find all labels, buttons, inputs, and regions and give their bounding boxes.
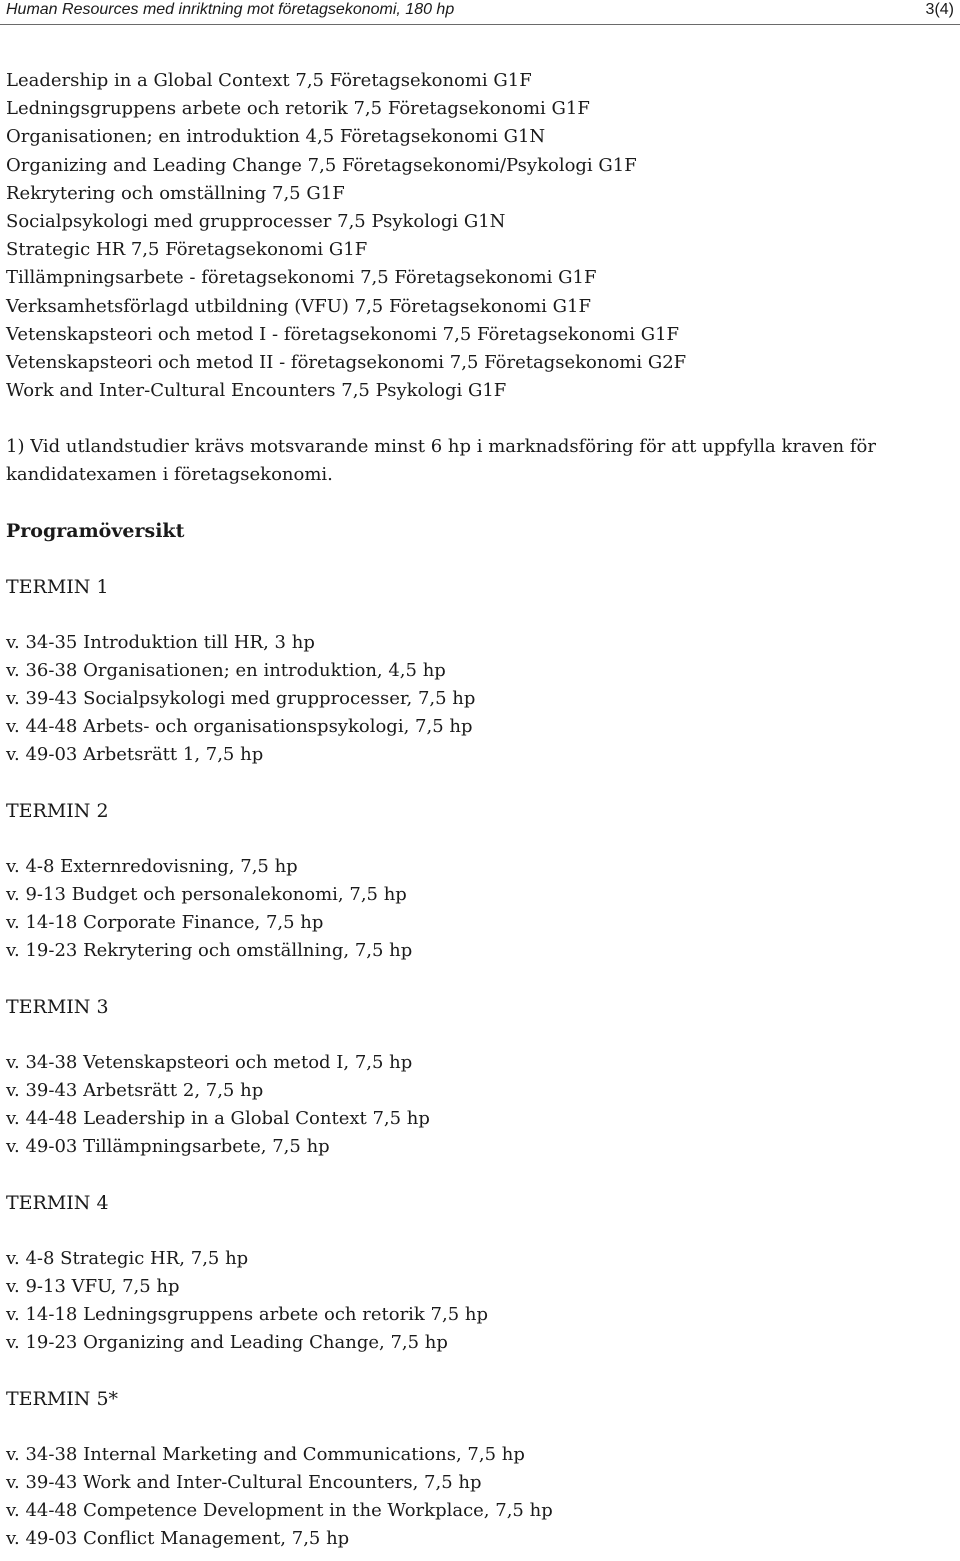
term-item: v. 9-13 VFU, 7,5 hp	[6, 1276, 180, 1298]
term-items	[6, 1245, 951, 1357]
term-heading: TERMIN 3	[6, 996, 109, 1019]
term-item: v. 34-35 Introduktion till HR, 3 hp	[6, 632, 315, 654]
term-items	[6, 629, 951, 769]
term-item: v. 49-03 Tillämpningsarbete, 7,5 hp	[6, 1136, 330, 1158]
course-item: Organizing and Leading Change 7,5 Företagsekonomi/Psykologi G1F	[6, 154, 637, 176]
term-item: v. 4-8 Externredovisning, 7,5 hp	[6, 856, 298, 878]
term-section	[6, 993, 951, 1161]
course-item: Rekrytering och omställning 7,5 G1F	[6, 182, 345, 204]
term-item: v. 44-48 Competence Development in the Workplace, 7,5 hp	[6, 1500, 553, 1522]
term-item: v. 49-03 Arbetsrätt 1, 7,5 hp	[6, 744, 264, 766]
term-item: v. 39-43 Work and Inter-Cultural Encounters, 7,5 hp	[6, 1472, 482, 1494]
term-heading: TERMIN 5*	[6, 1388, 119, 1411]
page-header	[6, 0, 954, 22]
term-section	[6, 573, 951, 769]
overview-title: Programöversikt	[6, 520, 185, 543]
term-item: v. 34-38 Vetenskapsteori och metod I, 7,5 hp	[6, 1052, 413, 1074]
term-item: v. 14-18 Ledningsgruppens arbete och retorik 7,5 hp	[6, 1304, 489, 1326]
term-heading: TERMIN 4	[6, 1192, 109, 1215]
course-item: Tillämpningsarbete - företagsekonomi 7,5 Företagsekonomi G1F	[6, 267, 597, 289]
footnote: 1) Vid utlandstudier krävs motsvarande minst 6 hp i marknadsföring för att uppfylla kraven för kandidatexamen i företagsekonomi.	[6, 436, 876, 486]
course-item: Leadership in a Global Context 7,5 Företagsekonomi G1F	[6, 70, 532, 91]
term-heading: TERMIN 2	[6, 800, 109, 823]
document-title: Human Resources med inriktning mot företagsekonomi, 180 hp	[6, 1, 455, 18]
course-item: Ledningsgruppens arbete och retorik 7,5 Företagsekonomi G1F	[6, 98, 590, 120]
term-item: v. 14-18 Corporate Finance, 7,5 hp	[6, 912, 324, 934]
term-items	[6, 1049, 951, 1161]
term-items	[6, 853, 951, 965]
header-rule	[0, 24, 960, 25]
document-body	[6, 67, 951, 1553]
term-section	[6, 797, 951, 965]
course-item: Work and Inter-Cultural Encounters 7,5 Psykologi G1F	[6, 380, 507, 402]
term-items	[6, 1441, 951, 1553]
term-item: v. 49-03 Conflict Management, 7,5 hp	[6, 1528, 350, 1550]
course-item: Verksamhetsförlagd utbildning (VFU) 7,5 Företagsekonomi G1F	[6, 295, 591, 317]
term-item: v. 19-23 Organizing and Leading Change, 7,5 hp	[6, 1332, 448, 1354]
course-item: Vetenskapsteori och metod II - företagsekonomi 7,5 Företagsekonomi G2F	[6, 351, 687, 373]
term-item: v. 44-48 Leadership in a Global Context 7,5 hp	[6, 1108, 430, 1130]
term-heading: TERMIN 1	[6, 576, 109, 599]
term-item: v. 39-43 Socialpsykologi med grupprocesser, 7,5 hp	[6, 688, 476, 710]
term-item: v. 4-8 Strategic HR, 7,5 hp	[6, 1248, 249, 1270]
term-item: v. 34-38 Internal Marketing and Communications, 7,5 hp	[6, 1444, 525, 1466]
course-item: Vetenskapsteori och metod I - företagsekonomi 7,5 Företagsekonomi G1F	[6, 323, 680, 345]
course-item: Strategic HR 7,5 Företagsekonomi G1F	[6, 239, 368, 261]
course-list	[6, 67, 951, 405]
term-section	[6, 1385, 951, 1553]
page-number: 3(4)	[925, 1, 954, 18]
term-item: v. 39-43 Arbetsrätt 2, 7,5 hp	[6, 1080, 264, 1102]
term-item: v. 36-38 Organisationen; en introduktion, 4,5 hp	[6, 660, 446, 682]
term-item: v. 44-48 Arbets- och organisationspsykologi, 7,5 hp	[6, 716, 473, 738]
term-item: v. 9-13 Budget och personalekonomi, 7,5 hp	[6, 884, 407, 906]
course-item: Organisationen; en introduktion 4,5 Företagsekonomi G1N	[6, 126, 546, 148]
course-item: Socialpsykologi med grupprocesser 7,5 Psykologi G1N	[6, 210, 506, 232]
term-item: v. 19-23 Rekrytering och omställning, 7,5 hp	[6, 940, 413, 962]
term-section	[6, 1189, 951, 1357]
